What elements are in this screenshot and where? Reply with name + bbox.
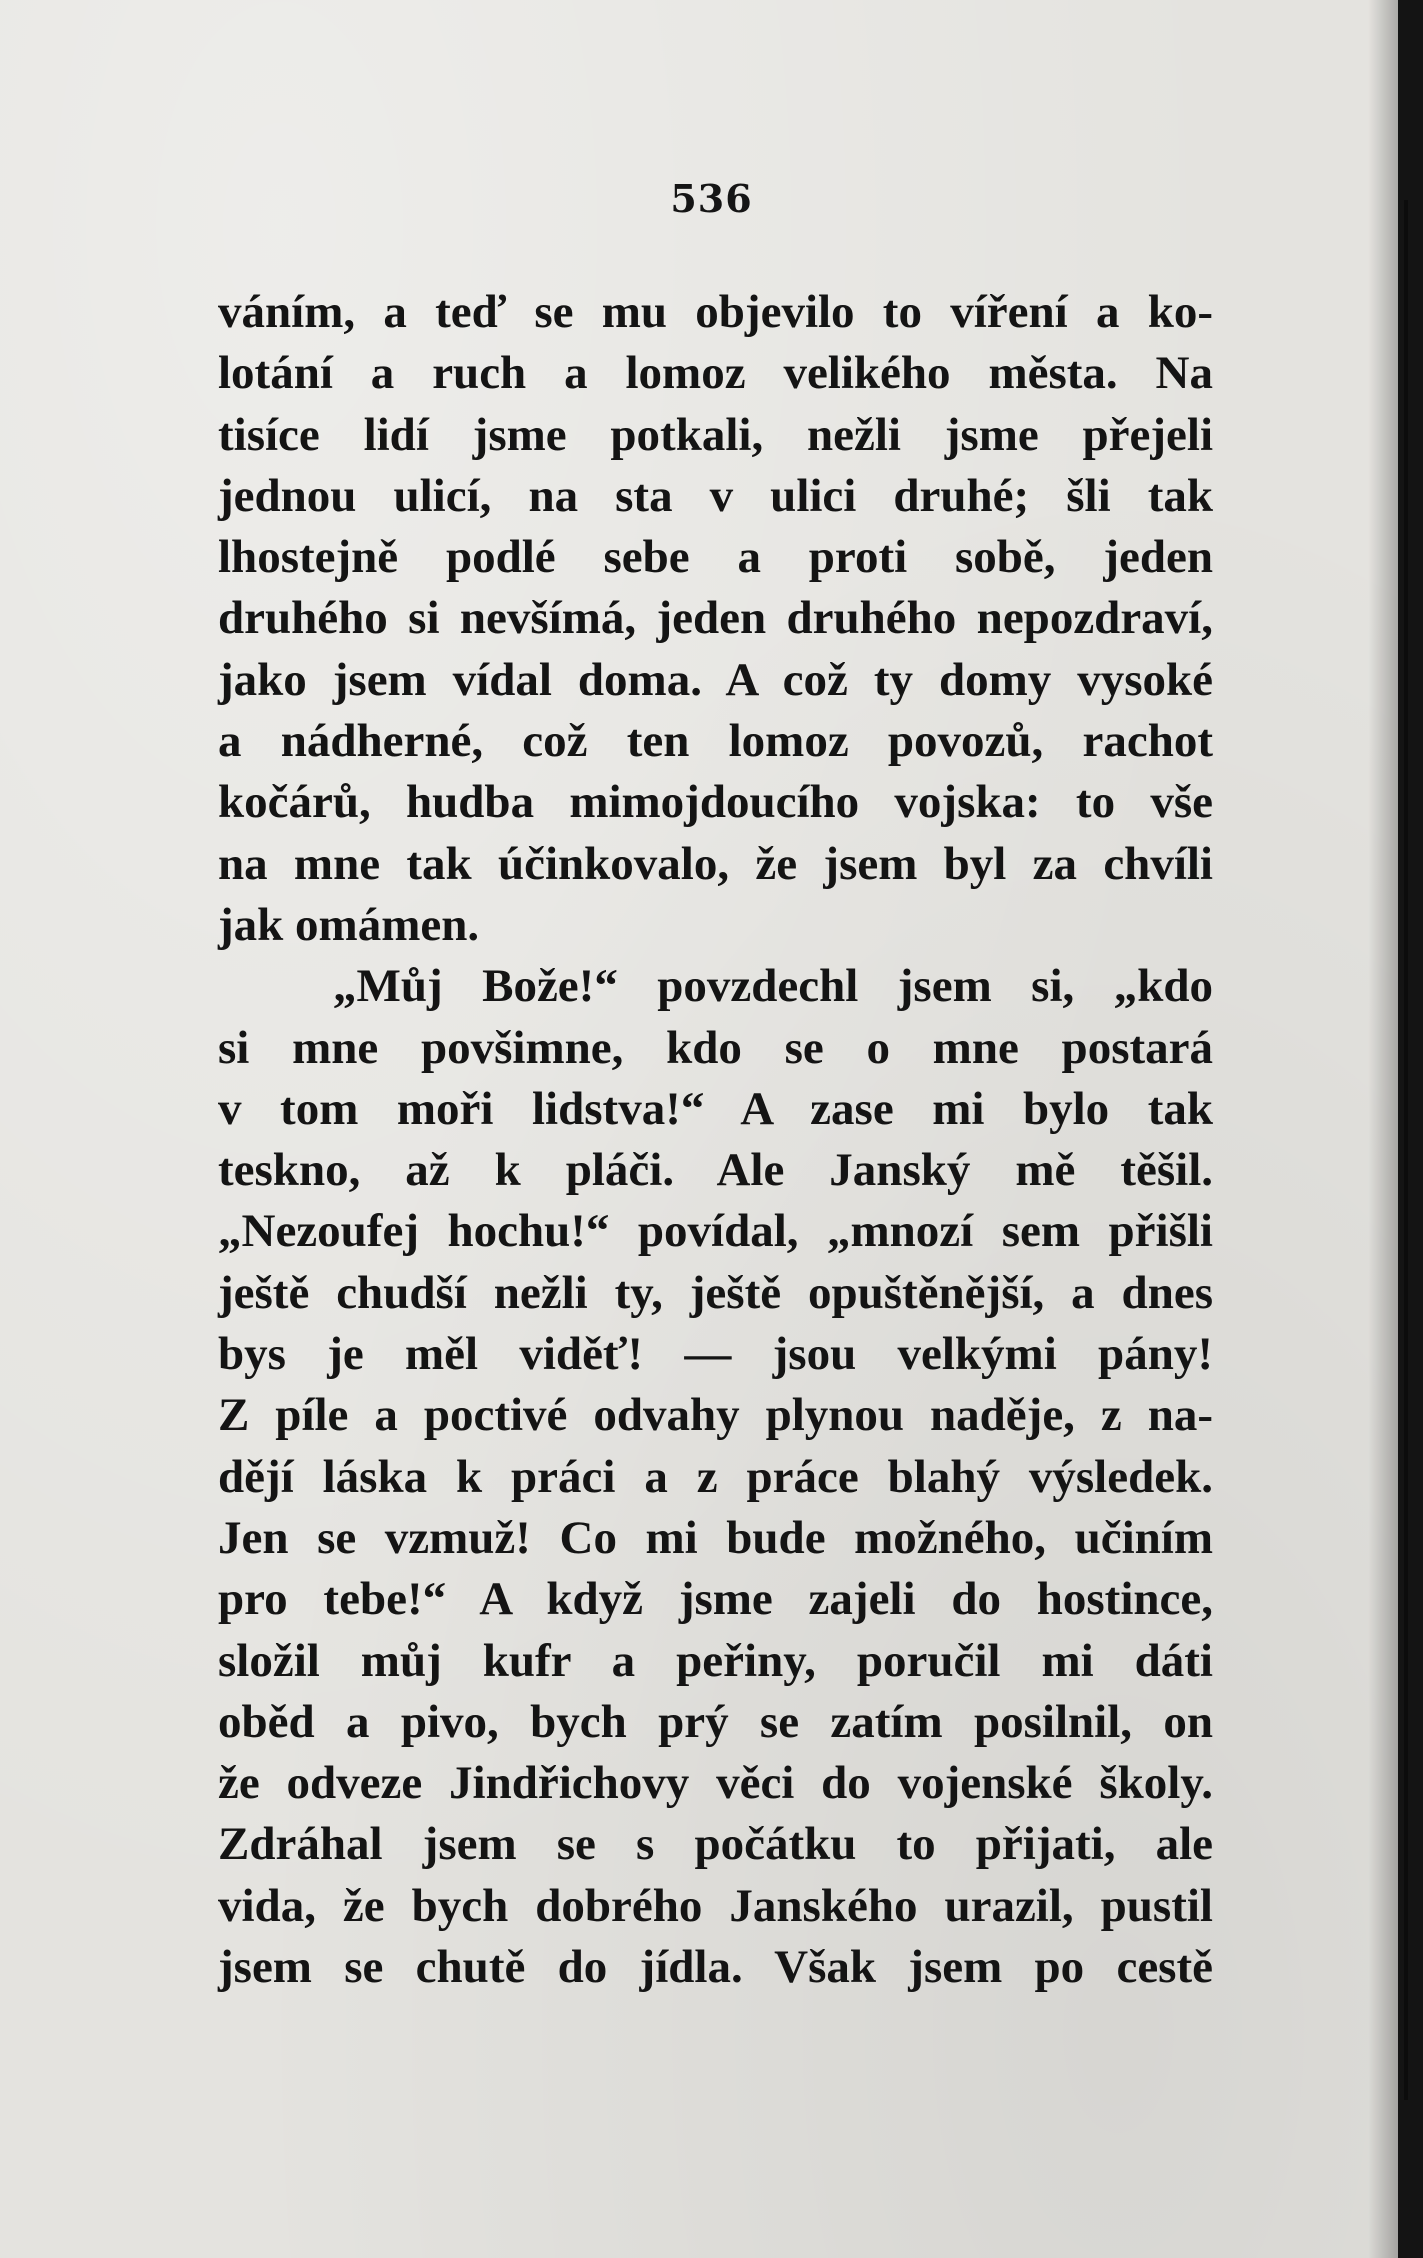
text-line: si mne povšimne, kdo se o mne postará <box>218 1021 1213 1074</box>
text-line: lhostejně podlé sebe a proti sobě, jeden <box>218 531 1213 584</box>
text-line: Zdráhal jsem se s počátku to přijati, ale <box>218 1818 1213 1871</box>
paragraph-first-line: „Můj Bože!“ povzdechl jsem si, „kdo <box>333 960 1213 1013</box>
text-line: v tom moři lidstva!“ A zase mi bylo tak <box>218 1082 1213 1135</box>
text-line: že odveze Jindřichovy věci do vojenské školy. <box>218 1757 1213 1810</box>
page-edge-shadow <box>1368 0 1398 2258</box>
text-line: složil můj kufr a peřiny, poručil mi dáti <box>218 1634 1213 1687</box>
text-line: oběd a pivo, bych prý se zatím posilnil, on <box>218 1695 1213 1748</box>
page-number: 536 <box>670 176 753 221</box>
text-line: jako jsem vídal doma. A což ty domy vysoké <box>218 653 1213 706</box>
text-line: kočárů, hudba mimojdoucího vojska: to vše <box>218 776 1213 829</box>
text-line: jednou ulicí, na sta v ulici druhé; šli tak <box>218 469 1213 522</box>
text-line: na mne tak účinkovalo, že jsem byl za chvíli <box>218 837 1213 890</box>
text-line: teskno, až k pláči. Ale Janský mě těšil. <box>218 1144 1213 1197</box>
text-line: bys je měl viděť! — jsou velkými pány! <box>218 1328 1213 1381</box>
text-line: Jen se vzmuž! Co mi bude možného, učiním <box>218 1511 1213 1564</box>
text-line: „Nezoufej hochu!“ povídal, „mnozí sem přišli <box>218 1205 1213 1258</box>
text-line: vida, že bych dobrého Janského urazil, pustil <box>218 1879 1213 1932</box>
text-line: váním, a teď se mu objevilo to víření a ko- <box>218 286 1213 338</box>
body-text <box>218 282 1213 1998</box>
paragraph-end-line: jak omámen. <box>218 898 480 951</box>
text-line: druhého si nevšímá, jeden druhého nepozdraví, <box>218 592 1213 645</box>
text-line: a nádherné, což ten lomoz povozů, rachot <box>218 715 1213 768</box>
text-line: jsem se chutě do jídla. Však jsem po cestě <box>218 1941 1213 1994</box>
text-line: pro tebe!“ A když jsme zajeli do hostince, <box>218 1573 1213 1626</box>
text-line: ještě chudší nežli ty, ještě opuštěnější, a dnes <box>218 1266 1213 1319</box>
text-line: Z píle a poctivé odvahy plynou naděje, z na- <box>218 1389 1213 1442</box>
text-line: tisíce lidí jsme potkali, nežli jsme přejeli <box>218 408 1213 461</box>
text-line: dějí láska k práci a z práce blahý výsledek. <box>218 1450 1213 1503</box>
binding-fold-line <box>1404 200 1408 2100</box>
text-line: lotání a ruch a lomoz velikého města. Na <box>218 347 1213 400</box>
